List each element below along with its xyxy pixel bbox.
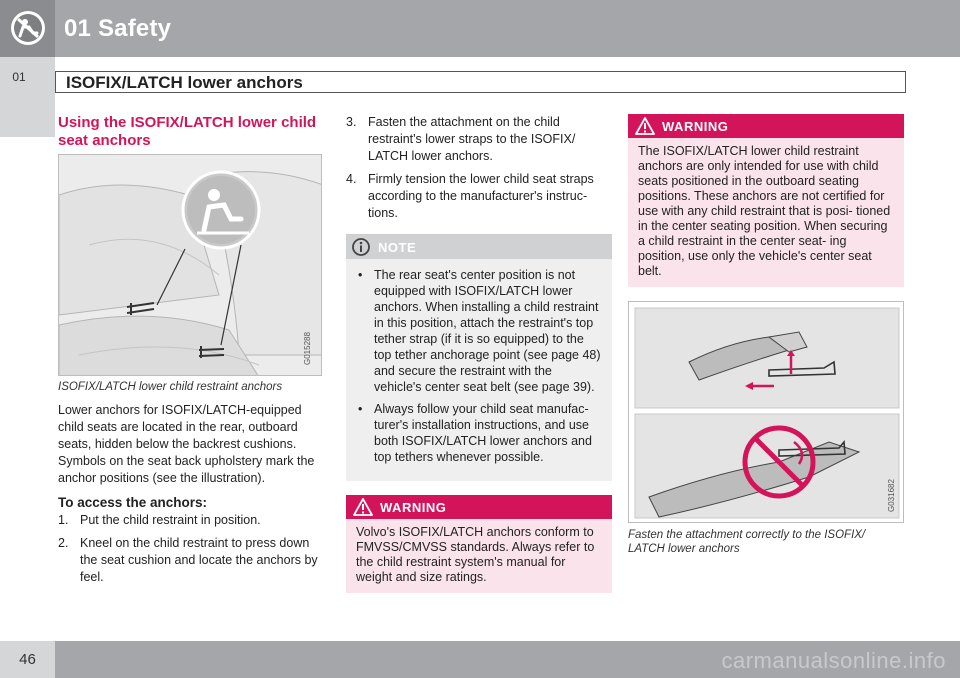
steps-list-1: [58, 512, 322, 586]
note-bullet: • The rear seat's center position is not equipped with ISOFIX/LATCH lower anchors. When installing a child restraint in this position, attach the restraint's top tether strap (if it is so equipped) to the top tether anchorage point (see page 48) and secure the restraint with the vehicle's center seat belt (see page 39).: [356, 267, 602, 395]
warning-header: [346, 495, 612, 519]
column-3: [628, 114, 904, 556]
intro-paragraph: Lower anchors for ISOFIX/LATCH-equipped child seats are located in the rear, outboard seats, hidden below the backrest cushions. Symbols on the seat back upholstery mark the anchor positions (see the illustration).: [58, 403, 315, 485]
chapter-side-tab: [0, 57, 55, 137]
warning-label: WARNING: [380, 500, 447, 515]
note-bullet: • Always follow your child seat manufac- turer's installation instructions, and use both ISOFIX/LATCH lower anchors and top tethers whenever possible.: [356, 401, 602, 465]
chapter-header: [0, 0, 960, 57]
figure-caption: ISOFIX/LATCH lower child restraint anchors: [58, 381, 283, 393]
note-label: NOTE: [378, 240, 417, 255]
watermark: carmanualsonline.info: [721, 648, 946, 673]
seat-anchors-figure: [58, 154, 322, 376]
steps-list-2: [346, 114, 612, 222]
access-subheading: To access the anchors:: [58, 495, 208, 510]
page-number: 46: [19, 651, 36, 668]
warning-text: Volvo's ISOFIX/LATCH anchors conform to FMVSS/CMVSS standards. Always refer to the child restraint system's manual for weight and size ratings.: [356, 525, 595, 584]
column-1: [58, 114, 322, 592]
seat-illustration: [59, 155, 322, 376]
warning-label: WARNING: [662, 119, 729, 134]
warning-box: [346, 495, 612, 593]
step-item: 1. Put the child restraint in position.: [58, 513, 261, 527]
attachment-illustration: [629, 302, 904, 523]
footer-page-box: [0, 641, 55, 678]
warning-triangle-icon: [353, 498, 373, 516]
warning-text: The ISOFIX/LATCH lower child restraint anchors are only intended for use with child seats positioned in the outboard seating positions. These anchors are not certified for use with any child restraint that is posi- tioned in the center seating position. When securing a child restraint in the center seat- ing position, use only the vehicle's center seat belt.: [638, 144, 891, 278]
info-icon: [351, 237, 371, 257]
attachment-figure: [628, 301, 904, 523]
chapter-icon-box: [0, 0, 55, 57]
warning-box: [628, 114, 904, 287]
step-item: 3. Fasten the attachment on the child restraint's lower straps to the ISOFIX/ LATCH lower anchors.: [346, 115, 576, 163]
section-heading: Using the ISOFIX/LATCH lower child seat anchors: [58, 114, 317, 149]
warning-header: [628, 114, 904, 138]
note-header: [346, 235, 612, 259]
figure-code: G015288: [303, 332, 312, 365]
step-item: 4. Firmly tension the lower child seat straps according to the manufacturer's instruc- tions.: [346, 172, 594, 220]
column-2: [346, 114, 612, 593]
section-title: ISOFIX/LATCH lower anchors: [66, 73, 303, 92]
warning-triangle-icon: [635, 117, 655, 135]
chapter-title: 01 Safety: [64, 15, 172, 42]
figure-code: G031682: [887, 479, 896, 512]
note-box: [346, 234, 612, 481]
figure-caption: Fasten the attachment correctly to the ISOFIX/ LATCH lower anchors: [628, 529, 866, 555]
step-item: 2. Kneel on the child restraint to press down the seat cushion and locate the anchors by feel.: [58, 536, 318, 584]
note-body: [346, 259, 612, 481]
airbag-off-icon: [9, 9, 47, 47]
chapter-tab-number: 01: [12, 70, 26, 84]
section-title-bar: [55, 71, 906, 93]
page-footer: [0, 641, 960, 678]
